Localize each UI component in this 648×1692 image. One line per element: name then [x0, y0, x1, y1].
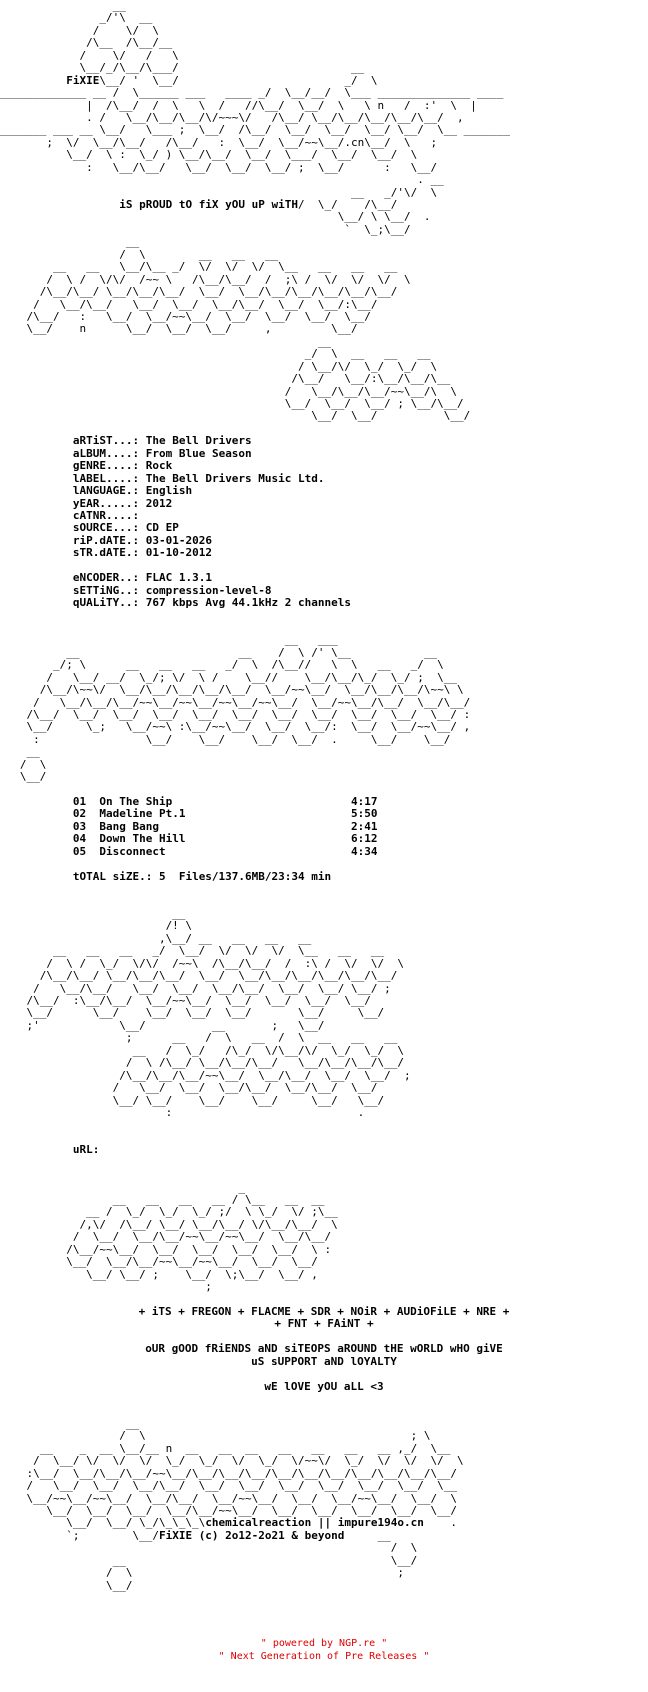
quality-value: 767 kbps Avg 44.1kHz 2 channels — [145, 596, 352, 609]
album-value: From Blue Season — [145, 446, 252, 460]
track-row: 02 Madeline Pt.1 5:50 — [72, 807, 378, 821]
signature-copyright: FiXIE (c) 2o12-2o21 & beyond — [158, 1528, 345, 1542]
language-value: English — [145, 484, 193, 498]
track-time: 4:34 — [351, 844, 378, 858]
proud-line: iS pROUD tO fiX yOU uP wiTH — [119, 198, 299, 211]
signature-url: chemicalreaction || impure194o.cn — [205, 1516, 424, 1530]
track-time: 4:17 — [351, 795, 378, 808]
friends-line: oUR gOOD fRiENDS aND siTEOPS aROUND tHE wORLD wHO giVE — [145, 1342, 503, 1356]
total-size: tOTAL siZE.: 5 Files/137.6MB/23:34 min — [72, 869, 332, 883]
genre-value: Rock — [145, 459, 173, 473]
ascii-art: __ — [0, 0, 126, 12]
greets-line: + FNT + FAiNT + — [274, 1317, 374, 1331]
artist-value: The Bell Drivers — [145, 434, 252, 448]
track-title: On The Ship — [99, 795, 173, 808]
track-title: Disconnect — [99, 844, 166, 858]
url-label: uRL: — [72, 1143, 100, 1157]
rip-date-value: 03-01-2026 — [145, 533, 212, 547]
track-title: Madeline Pt.1 — [99, 807, 186, 821]
track-time: 6:12 — [351, 832, 378, 846]
street-date-value: 01-10-2012 — [145, 546, 212, 560]
setting-value: compression-level-8 — [145, 583, 272, 597]
track-title: Down The Hill — [99, 832, 186, 846]
info-block: aRTiST...: The Bell Drivers — [72, 434, 252, 448]
year-value: 2012 — [145, 496, 173, 510]
logo-suffix: .cn — [344, 135, 365, 149]
track-row: 01 On The Ship 4:17 — [72, 795, 378, 808]
track-time: 2:41 — [351, 819, 378, 833]
track-row: 03 Bang Bang 2:41 — [72, 819, 378, 833]
nfo-document: __ _/'\ __ / \/ \ /\__ /\__/__ / \/ / \ \__/_/\__/\___/ __ FiXIE\__/ ' \__/ _/ \ _____________ __ / \______ ___ ____ _/ \__/__/ \___ ______________ ____ | /\__/ / \ \ / //\__/ \__/ \ \ n / :' \ | . / \__/\__/\__/\/~~~\/ /\__/ \__/\__/\__/\__/\__/ , _______ ___ __ \__/ \___ ; \__/ /\__/ \__/ \__/ \__/ \__/ \__ _______ ; \/ \__/\__/ /\__/ : \__/ \__/~~\__/.cn\__/ \ ; \__/ \ : \_/ ) \__/\__/ \__/ \___/ \__/ \__/ \ : \__/\__/ \__/ \__/ \__/ ; \__/ : \__/ . __ __ _/'\/ \ iS pROUD tO fiX yOU uP wiTH/ \_/ /\__/ \__/ \ \__/ . ` \_;\__/ __ / \ __ __ __ __ __ \__/\__ _/ \/ \/ \/ \__ __ __ __ / \ / \/\/ /~~ \ /\__/\__/ / ;\ / \/ \/ \/ \ /\__/\__/ \__/\__/\__/ \__/ \__/\__/\__/\__/\__/\__/ / \__/\__/ \__/ \__/ \__/\__/ \__/ \__/:\__/ /\__/ : \__/ \__/~~\__/ \__/ \__/ \__/ \__/ \__/ n \__/ \__/ \__/ , \__/ __ _/ \ __ __ __ / \__/\/ \_/ \_/ \ /\__/ \__/:\__/\__/\__ / \__/\__/\__/~~\__/\ \ \__/ \__/ \__/ ; \__/\__/ \__/ \__/ \__/ aRTiST...: The Bell Drivers aLBUM....: From Blue Season gENRE....: Rock lABEL....: The Bell Drivers Music Ltd. lANGUAGE.: English yEAR.....: 2012 cATNR....: sOURCE...: CD EP riP.dATE.: 03-01-2026 sTR.dATE.: 01-10-2012 eNCODER..: FLAC 1.3.1 sETTiNG..: compression-level-8 qUALiTY..: 767 kbps Avg 44.1kHz 2 channels __ ___ __ __ / \ /' \__ __ _/; \ __ __ __ _/ \ /\__// \ \ __ _/ \ / \__/ __/ \_/; \/ \ / \__// \__/\__/\_/ \_/ ; \__ /\__/\~~\/ \__/\__/\__/\__/\__/ \__/~~\__/ \__/\__/\__/\~~\ \ / \__/\__/\__/~~\__/~~\__/~~\__/~~\__/ \__/~~\__/\__/ \__/\__/ /\__/ \__/ \__/ \__/ \__/ \__/ \__/ \__/ \__/ \__/ \__/ : \__/ \_; \__/~~\ :\__/~~\__/ \__/ \__/: \__/ \__/~~\__/ , : \__/ \__/ \__/ \__/ . \__/ \__/ __ / \ \__/ 01 On The Ship 4:17 02 Madeline Pt.1 5:50 03 Bang Bang 2:41 04 Down The Hill 6:12 05 Disconnect 4:34 tOTAL siZE.: 5 Files/137.6MB/23:34 min __ /! \ ,\__/ __ __ __ __ __ __ __ _/ \__/ \/ \/ \/ \__ __ __ / \ / \_/ \/\/ /~~\ /\__/\__/ / :\ / \/ \/ \ /\__/\__/ \__/\__/\__/ \__/ \__/\__/\__/\__/\__/\__/ / \__/\__/ \__/ \__/ \__/\__/ \__/ \__/ \__/ ; /\__/ :\__/\__/ \__/~~\__/ \__/ \__/ \__/ \__/ \__/ \__/ \__/ \__/ \__/ \__/ \__/ ;' \__/ __ ; \__/ ; __ / \ __ / \ __ __ __ __ / \_/ /\_/ \/\__/\/ \_/ \_/ \ / \ /\__/ \__/\__/\__/ \__/\__/\__/\__/ /\__/\__/\__/~~\__/ \__/\__/ \__/ \__/ ; / \__/ \__/ \__/\__/ \__/\__/ \__/ \__/ \__/ \__/ \__/ \__/ \__/ : . uRL: _ __ __ __ __ / \__ __ __ __ / \_/ \_/ \_/ ;/ \ \_/ \/ ;\__ /,\/ /\__/ \__/ \__/\__/ \/\__/\__/ \ / \__/ \__/\__/~~\__/~~\__/ \__/\__/ /\__/~~\__/ \__/ \__/ \__/ \__/ \ : \__/ \__/\__/~~\__/~~\__/ \__/ \__/ \__/ \__/ ; \__/ \;\__/ \__/ , ; + iTS + FREGON + FLACME + SDR + NOiR + AUDiOFiLE + NRE + + FNT + FAiNT + oUR gOOD fRiENDS aND siTEOPS aROUND tHE wORLD wHO giVE uS sUPPORT aND lOYALTY wE lOVE yOU aLL <3 __ / \ ; \ __ _ __ \__/__ n __ __ __ __ __ __ __ ,_/ \__ / \__/ \/ \/ \/ \_/ \_/ \/ \_/ \/~~\/ \_/ \/ \/ \/ \ :\__/ \__/\__/\__/~~\__/\__/\__/\__/\__/\__/\__/\__/\__/\__/\__/ / \__/ \__/ \__/\__/ \__/ \__/ \__/ \__/ \__/ \__/ \__ \__/~~\__/~~\__/ \__/\__/ \__/~~\__/ \__/ \__/~~\__/ \__/ \ \__/ \__/ \__/ \__/\__/~~\__/ \__/ \__/ \__/ \__/ \__/ \__/ \__/ \_/\_\_\_\chemicalreaction || impure194o.cn . `; \__/FiXIE (c) 2o12-2o21 & beyond __ / \ __ \__/ / \ ; \__/ — [0, 0, 648, 1692]
track-title: Bang Bang — [99, 819, 159, 833]
greets-line: + iTS + FREGON + FLACME + SDR + NOiR + AUDiOFiLE + NRE + — [138, 1304, 510, 1318]
source-value: CD EP — [145, 521, 179, 535]
track-time: 5:50 — [351, 807, 378, 821]
track-row: 05 Disconnect 4:34 — [72, 844, 378, 858]
footer-powered-by: " powered by NGP.re " — [260, 1638, 388, 1649]
footer-tagline: " Next Generation of Pre Releases " — [218, 1651, 430, 1662]
encoder-value: FLAC 1.3.1 — [145, 571, 212, 585]
encoding-block: eNCODER..: FLAC 1.3.1 — [72, 571, 212, 585]
footer — [0, 1637, 648, 1663]
group-name: FiXIE — [66, 73, 100, 87]
label-value: The Bell Drivers Music Ltd. — [145, 471, 325, 485]
friends-line: uS sUPPORT aND lOYALTY — [251, 1354, 397, 1368]
love-line: wE lOVE yOU aLL <3 — [264, 1379, 384, 1393]
track-row: 04 Down The Hill 6:12 — [72, 832, 378, 846]
